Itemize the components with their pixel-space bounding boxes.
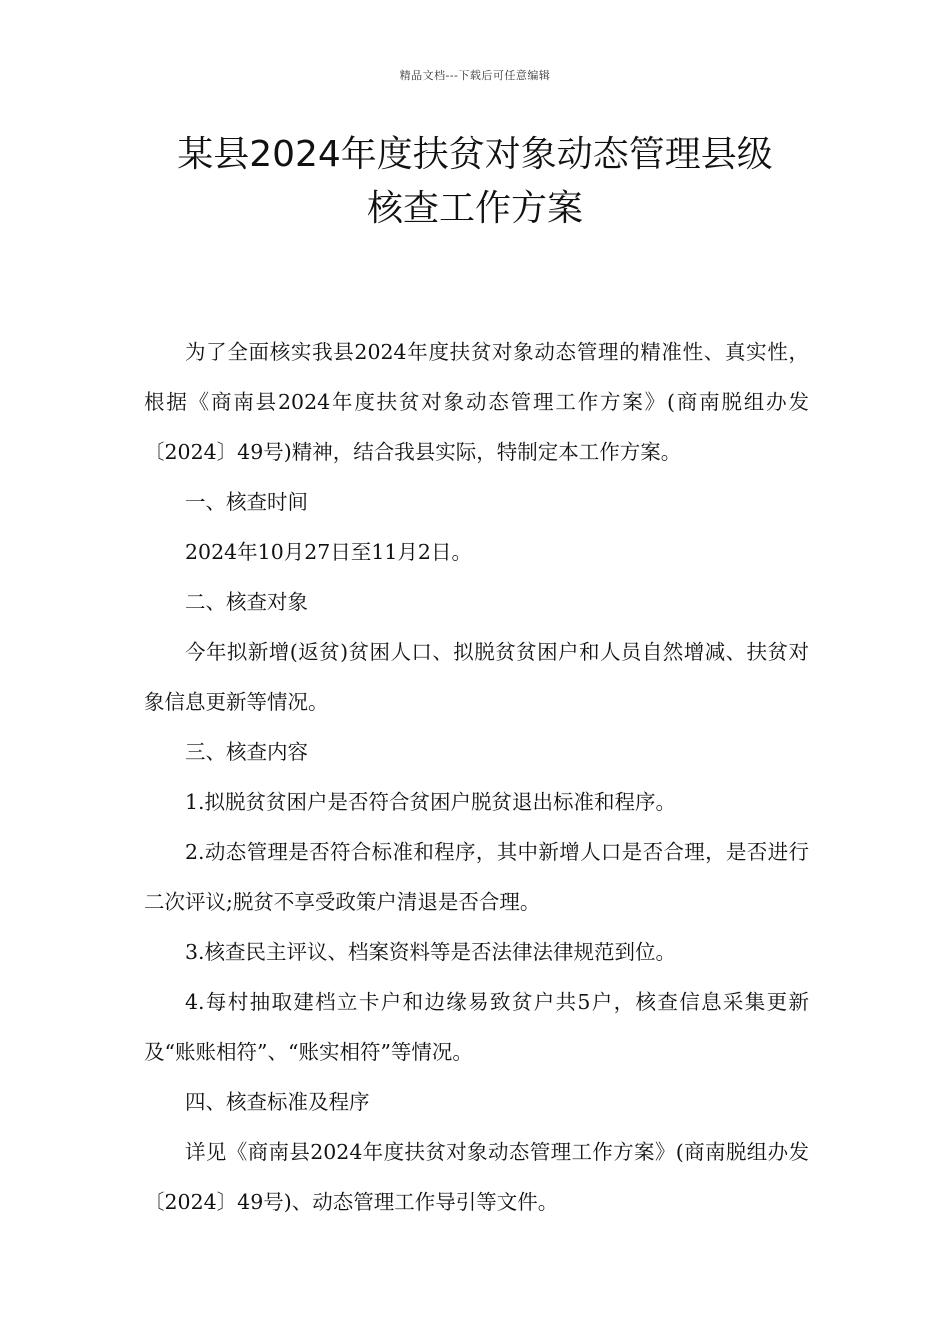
paragraph-time: 2024年10月27日至11月2日。 — [185, 540, 472, 564]
section-heading-time: 一、核查时间 — [185, 490, 308, 514]
content-item-2: 2.动态管理是否符合标准和程序，其中新增人口是否合理，是否进行二次评议;脱贫不享受政策户清退是否合理。 — [144, 840, 809, 914]
content-item-4: 4.每村抽取建档立卡户和边缘易致贫户共5户，核查信息采集更新及“账账相符”、“账实相符”等情况。 — [144, 990, 809, 1064]
section-heading-content: 三、核查内容 — [185, 740, 308, 764]
section-heading-target: 二、核查对象 — [185, 590, 308, 614]
header-note: 精品文档---下载后可任意编辑 — [399, 69, 551, 82]
intro-paragraph: 为了全面核实我县2024年度扶贫对象动态管理的精准性、真实性，根据《商南县2024年度扶贫对象动态管理工作方案》(商南脱组办发〔2024〕49号)精神，结合我县实际，特制定本工作方案。 — [144, 340, 809, 464]
title-line-2: 核查工作方案 — [366, 188, 583, 229]
title-line-1: 某县2024年度扶贫对象动态管理县级 — [177, 134, 773, 175]
document-title — [100, 128, 850, 236]
paragraph-standard: 详见《商南县2024年度扶贫对象动态管理工作方案》(商南脱组办发〔2024〕49号)、动态管理工作导引等文件。 — [144, 1140, 809, 1214]
content-item-1: 1.拟脱贫贫困户是否符合贫困户脱贫退出标准和程序。 — [185, 790, 677, 814]
document-body — [144, 327, 809, 1227]
section-heading-standard: 四、核查标准及程序 — [185, 1090, 370, 1114]
content-item-3: 3.核查民主评议、档案资料等是否法律法律规范到位。 — [185, 940, 677, 964]
paragraph-target: 今年拟新增(返贫)贫困人口、拟脱贫贫困户和人员自然增减、扶贫对象信息更新等情况。 — [144, 640, 809, 714]
